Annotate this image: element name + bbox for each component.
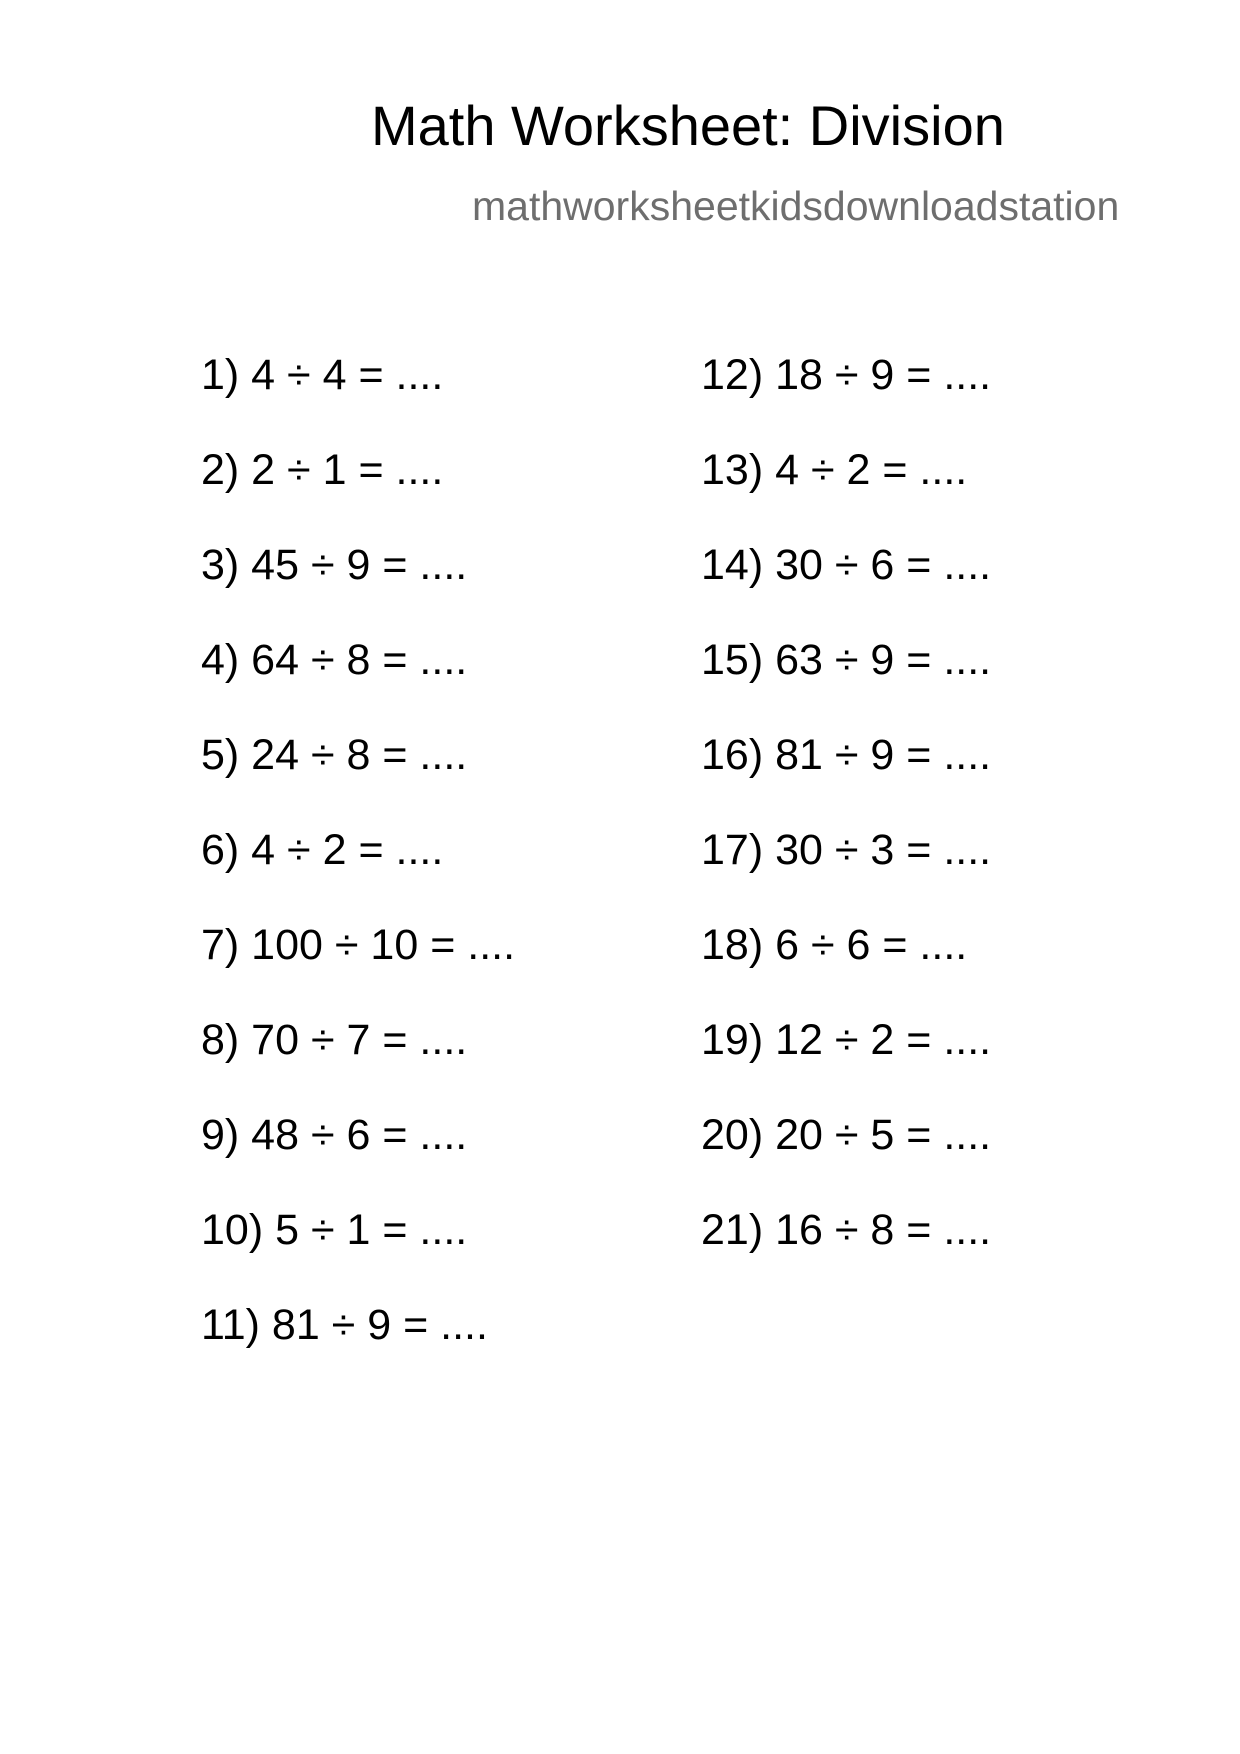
page-subtitle: mathworksheetkidsdownloadstation	[472, 183, 1120, 229]
problem-4: 4) 64 ÷ 8 = ....	[201, 636, 468, 684]
problem-list-left	[201, 351, 516, 1399]
problem-12: 12) 18 ÷ 9 = ....	[701, 351, 992, 399]
problem-15: 15) 63 ÷ 9 = ....	[701, 636, 992, 684]
problem-3: 3) 45 ÷ 9 = ....	[201, 541, 468, 589]
problem-17: 17) 30 ÷ 3 = ....	[701, 826, 992, 874]
problem-8: 8) 70 ÷ 7 = ....	[201, 1016, 468, 1064]
problem-21: 21) 16 ÷ 8 = ....	[701, 1206, 992, 1254]
problem-16: 16) 81 ÷ 9 = ....	[701, 731, 992, 779]
problem-14: 14) 30 ÷ 6 = ....	[701, 541, 992, 589]
problem-10: 10) 5 ÷ 1 = ....	[201, 1206, 468, 1254]
problem-19: 19) 12 ÷ 2 = ....	[701, 1016, 992, 1064]
problem-13: 13) 4 ÷ 2 = ....	[701, 446, 968, 494]
problem-list-right	[701, 351, 992, 1304]
problem-2: 2) 2 ÷ 1 = ....	[201, 446, 444, 494]
problem-11: 11) 81 ÷ 9 = ....	[201, 1301, 488, 1349]
problem-5: 5) 24 ÷ 8 = ....	[201, 731, 468, 779]
problem-7: 7) 100 ÷ 10 = ....	[201, 921, 516, 969]
page-title: Math Worksheet: Division	[371, 94, 1005, 157]
problem-1: 1) 4 ÷ 4 = ....	[201, 351, 444, 399]
problem-18: 18) 6 ÷ 6 = ....	[701, 921, 968, 969]
problem-6: 6) 4 ÷ 2 = ....	[201, 826, 444, 874]
problem-20: 20) 20 ÷ 5 = ....	[701, 1111, 992, 1159]
problem-9: 9) 48 ÷ 6 = ....	[201, 1111, 468, 1159]
